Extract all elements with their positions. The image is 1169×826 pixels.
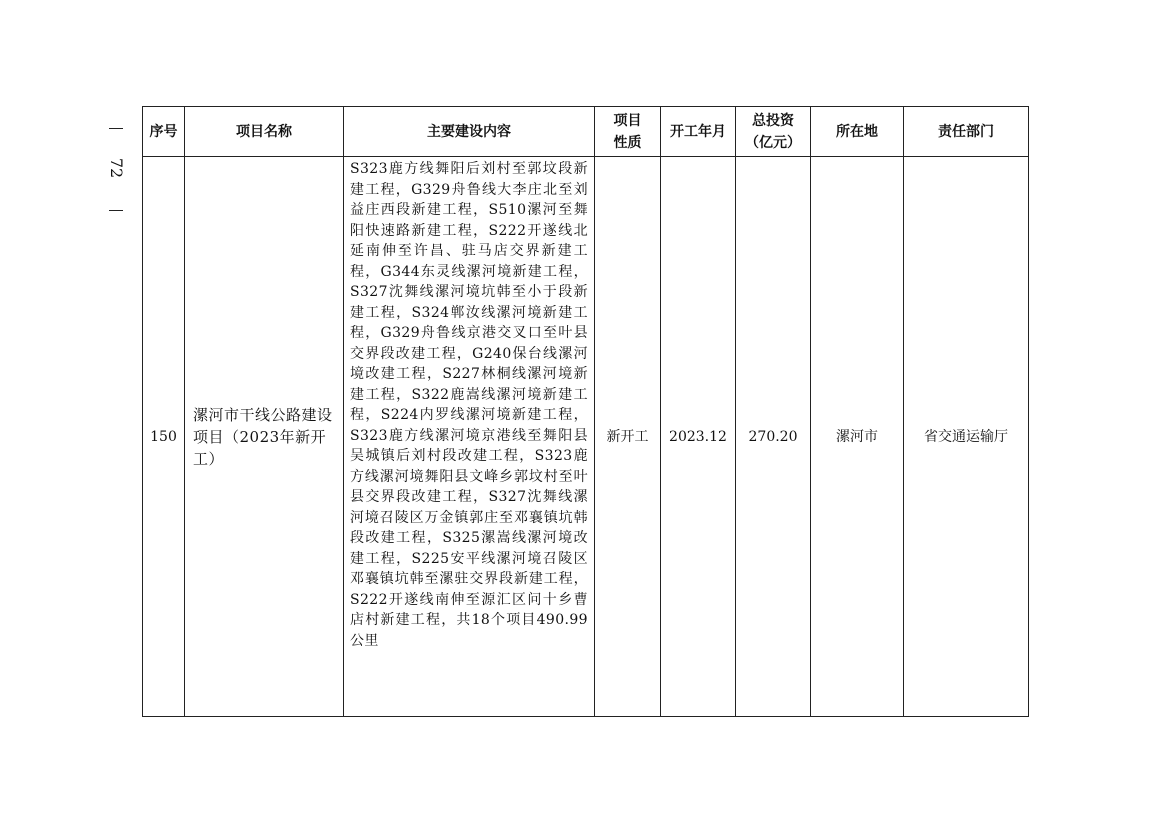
cell-start-date: 2023.12	[661, 157, 736, 717]
header-start-date: 开工年月	[661, 107, 736, 157]
header-project-nature-label: 项目 性质	[613, 112, 642, 151]
header-total-investment	[736, 107, 811, 157]
header-location: 所在地	[811, 107, 904, 157]
cell-total-investment: 270.20	[736, 157, 811, 717]
page-number	[98, 118, 134, 218]
table-header-row	[143, 107, 1029, 157]
cell-location: 漯河市	[811, 157, 904, 717]
header-seq: 序号	[143, 107, 185, 157]
page-number-dash-top	[109, 128, 123, 129]
header-total-investment-label: 总投资 （亿元）	[745, 112, 801, 151]
table-row	[143, 157, 1029, 717]
project-table	[142, 106, 1029, 717]
cell-project-nature: 新开工	[595, 157, 661, 717]
header-project-name: 项目名称	[185, 107, 344, 157]
header-department: 责任部门	[904, 107, 1029, 157]
page-number-dash-bottom	[109, 210, 123, 211]
page-number-text: 72	[107, 157, 126, 179]
cell-project-name: 漯河市干线公路建设项目（2023年新开工）	[185, 157, 344, 717]
cell-seq: 150	[143, 157, 185, 717]
header-main-content: 主要建设内容	[344, 107, 595, 157]
header-project-nature	[595, 107, 661, 157]
cell-department: 省交通运输厅	[904, 157, 1029, 717]
cell-main-content: S323鹿方线舞阳后刘村至郭坟段新建工程，G329舟鲁线大李庄北至刘益庄西段新建工程，S510漯河至舞阳快速路新建工程，S222开遂线北延南伸至许昌、驻马店交界新建工程，G344东灵线漯河境新建工程，S327沈舞线漯河境坑韩至小于段新建工程，S324郸汝线漯河境新建工程，G329舟鲁线京港交叉口至叶县交界段改建工程，G240保台线漯河境改建工程，S227林桐线漯河境新建工程，S322鹿嵩线漯河境新建工程，S224内罗线漯河境新建工程，S323鹿方线漯河境京港线至舞阳县吴城镇后刘村段改建工程，S323鹿方线漯河境舞阳县文峰乡郭坟村至叶县交界段改建工程，S327沈舞线漯河境召陵区万金镇郭庄至邓襄镇坑韩段改建工程，S325漯嵩线漯河境改建工程，S225安平线漯河境召陵区邓襄镇坑韩至漯驻交界段新建工程，S222开遂线南伸至源汇区问十乡曹店村新建工程，共18个项目490.99公里	[344, 157, 595, 717]
